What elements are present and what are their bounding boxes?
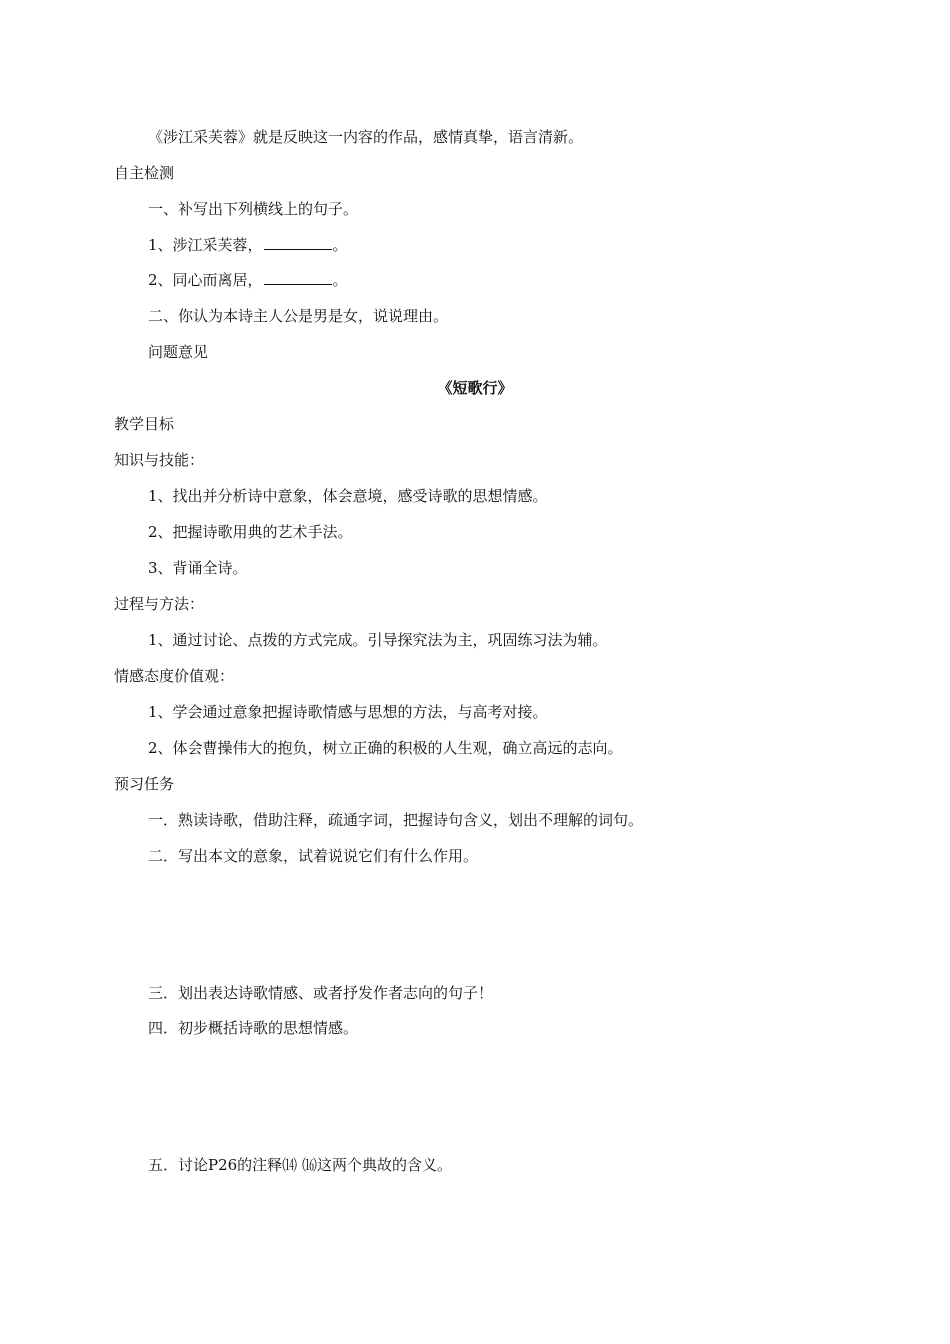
goals-heading: 教学目标 [114,415,175,433]
question-1-item-2-prefix: 2、同心而离居， [148,271,263,289]
question-1-item-1 [148,235,348,255]
knowledge-item: 1、找出并分析诗中意象，体会意境，感受诗歌的思想情感。 [148,487,548,505]
answer-blank-2[interactable] [264,270,332,285]
preview-task: 一．熟读诗歌，借助注释，疏通字词，把握诗句含义，划出不理解的词句。 [148,811,644,829]
knowledge-item: 2、把握诗歌用典的艺术手法。 [148,523,353,541]
intro-line: 《涉江采芙蓉》就是反映这一内容的作品，感情真挚，语言清新。 [148,128,584,146]
poem-title: 《短歌行》 [437,379,513,397]
knowledge-heading: 知识与技能： [114,451,205,469]
preview-task: 五．讨论P26的注释⒁ ⒃这两个典故的含义。 [148,1156,452,1174]
question-1-item-1-suffix: 。 [332,236,348,254]
preview-task: 三．划出表达诗歌情感、或者抒发作者志向的句子！ [148,984,494,1002]
question-1-item-1-prefix: 1、涉江采芙蓉， [148,236,263,254]
question-1-heading: 一、补写出下列横线上的句子。 [148,200,359,218]
process-item: 1、通过讨论、点拨的方式完成。引导探究法为主，巩固练习法为辅。 [148,631,608,649]
preview-task: 二．写出本文的意象，试着说说它们有什么作用。 [148,847,479,865]
feedback-label: 问题意见 [148,343,209,361]
question-1-item-2 [148,270,348,290]
emotion-heading: 情感态度价值观： [114,667,235,685]
process-heading: 过程与方法： [114,595,205,613]
emotion-item: 1、学会通过意象把握诗歌情感与思想的方法，与高考对接。 [148,703,548,721]
emotion-item: 2、体会曹操伟大的抱负，树立正确的积极的人生观，确立高远的志向。 [148,739,623,757]
question-2: 二、你认为本诗主人公是男是女，说说理由。 [148,307,449,325]
answer-blank-1[interactable] [264,235,332,250]
self-check-heading: 自主检测 [114,164,175,182]
question-1-item-2-suffix: 。 [332,271,348,289]
preview-heading: 预习任务 [114,775,175,793]
preview-task: 四．初步概括诗歌的思想情感。 [148,1019,359,1037]
knowledge-item: 3、背诵全诗。 [148,559,248,577]
